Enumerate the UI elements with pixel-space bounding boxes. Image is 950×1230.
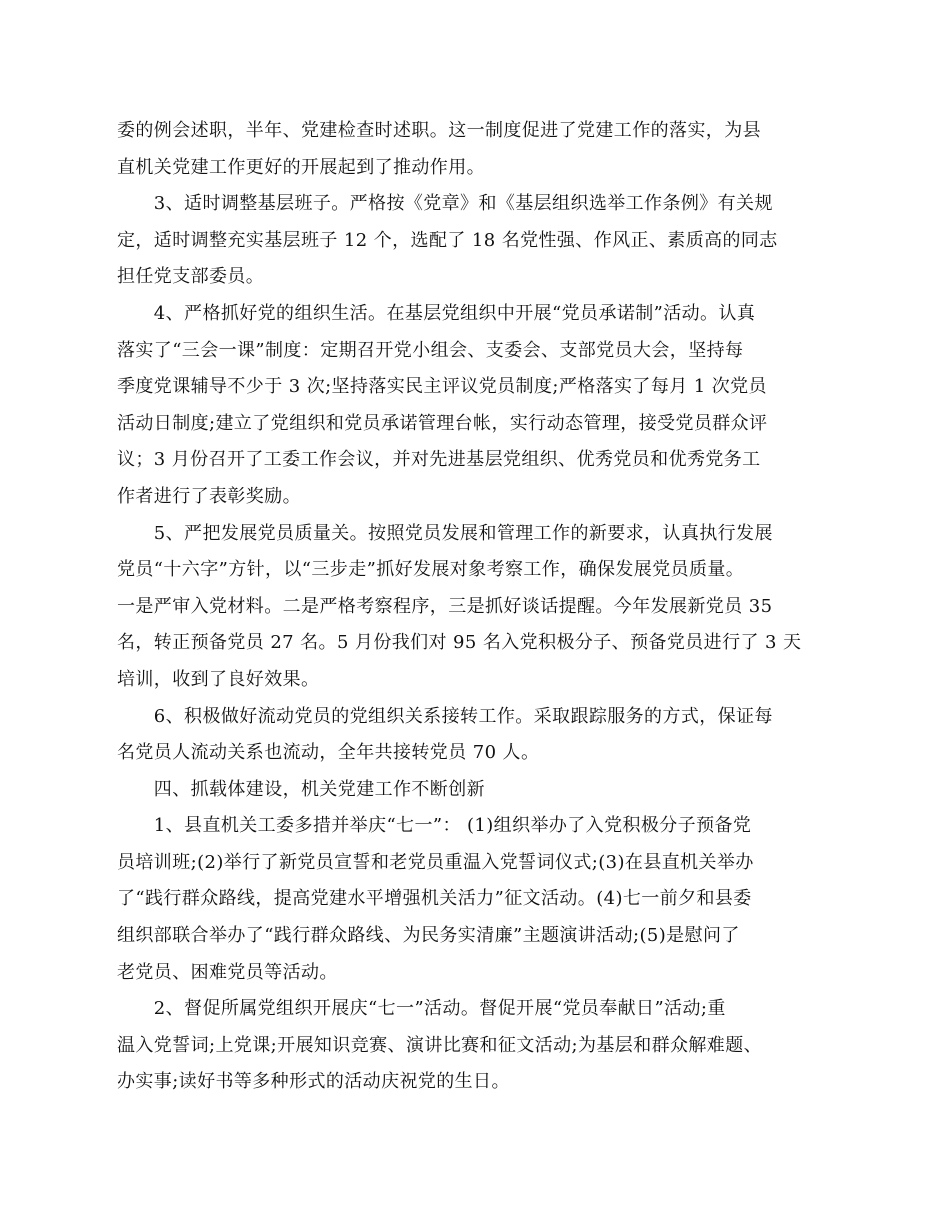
text-line: 作者进行了表彰奖励。 bbox=[117, 485, 301, 507]
text-line: 四、抓载体建设，机关党建工作不断创新 bbox=[117, 778, 485, 800]
text-line: 组织部联合举办了“践行群众路线、为民务实清廉”主题演讲活动;(5)是慰问了 bbox=[117, 925, 740, 947]
text-line: 1、县直机关工委多措并举庆“七一”： (1)组织举办了入党积极分子预备党 bbox=[117, 815, 752, 837]
text-line: 议；3 月份召开了工委工作会议，并对先进基层党组织、优秀党员和优秀党务工 bbox=[117, 449, 761, 471]
text-line: 员培训班;(2)举行了新党员宣誓和老党员重温入党誓词仪式;(3)在县直机关举办 bbox=[117, 851, 754, 873]
text-line: 6、积极做好流动党员的党组织关系接转工作。采取跟踪服务的方式，保证每 bbox=[117, 705, 773, 727]
text-line: 一是严审入党材料。二是严格考察程序，三是抓好谈话提醒。今年发展新党员 35 bbox=[117, 595, 773, 617]
text-line: 名党员人流动关系也流动，全年共接转党员 70 人。 bbox=[117, 742, 540, 764]
text-line: 培训，收到了良好效果。 bbox=[117, 668, 320, 690]
text-line: 了“践行群众路线，提高党建水平增强机关活力”征文活动。(4)七一前夕和县委 bbox=[117, 888, 752, 910]
text-line: 定，适时调整充实基层班子 12 个，选配了 18 名党性强、作风正、素质高的同志 bbox=[117, 229, 778, 251]
text-line: 3、适时调整基层班子。严格按《党章》和《基层组织选举工作条例》有关规 bbox=[117, 193, 773, 215]
text-line: 4、严格抓好党的组织生活。在基层党组织中开展“党员承诺制”活动。认真 bbox=[117, 302, 756, 324]
text-line: 直机关党建工作更好的开展起到了推动作用。 bbox=[117, 156, 485, 178]
text-line: 党员“十六字”方针，以“三步走”抓好发展对象考察工作，确保发展党员质量。 bbox=[117, 559, 745, 581]
text-line: 办实事;读好书等多种形式的活动庆祝党的生日。 bbox=[117, 1071, 510, 1093]
text-line: 担任党支部委员。 bbox=[117, 266, 265, 288]
text-line: 温入党誓词;上党课;开展知识竞赛、演讲比赛和征文活动;为基层和群众解难题、 bbox=[117, 1034, 762, 1056]
text-line: 季度党课辅导不少于 3 次;坚持落实民主评议党员制度;严格落实了每月 1 次党员 bbox=[117, 376, 767, 398]
text-line: 5、严把发展党员质量关。按照党员发展和管理工作的新要求，认真执行发展 bbox=[117, 522, 773, 544]
text-line: 落实了“三会一课”制度：定期召开党小组会、支委会、支部党员大会，坚持每 bbox=[117, 339, 744, 361]
text-line: 名，转正预备党员 27 名。5 月份我们对 95 名入党积极分子、预备党员进行了 3 天 bbox=[117, 632, 802, 654]
text-line: 委的例会述职，半年、党建检查时述职。这一制度促进了党建工作的落实，为县 bbox=[117, 120, 761, 141]
text-line: 2、督促所属党组织开展庆“七一”活动。督促开展“党员奉献日”活动;重 bbox=[117, 998, 726, 1020]
document-body bbox=[117, 113, 833, 1101]
text-line: 老党员、困难党员等活动。 bbox=[117, 961, 338, 983]
text-line: 活动日制度;建立了党组织和党员承诺管理台帐，实行动态管理，接受党员群众评 bbox=[117, 412, 768, 434]
